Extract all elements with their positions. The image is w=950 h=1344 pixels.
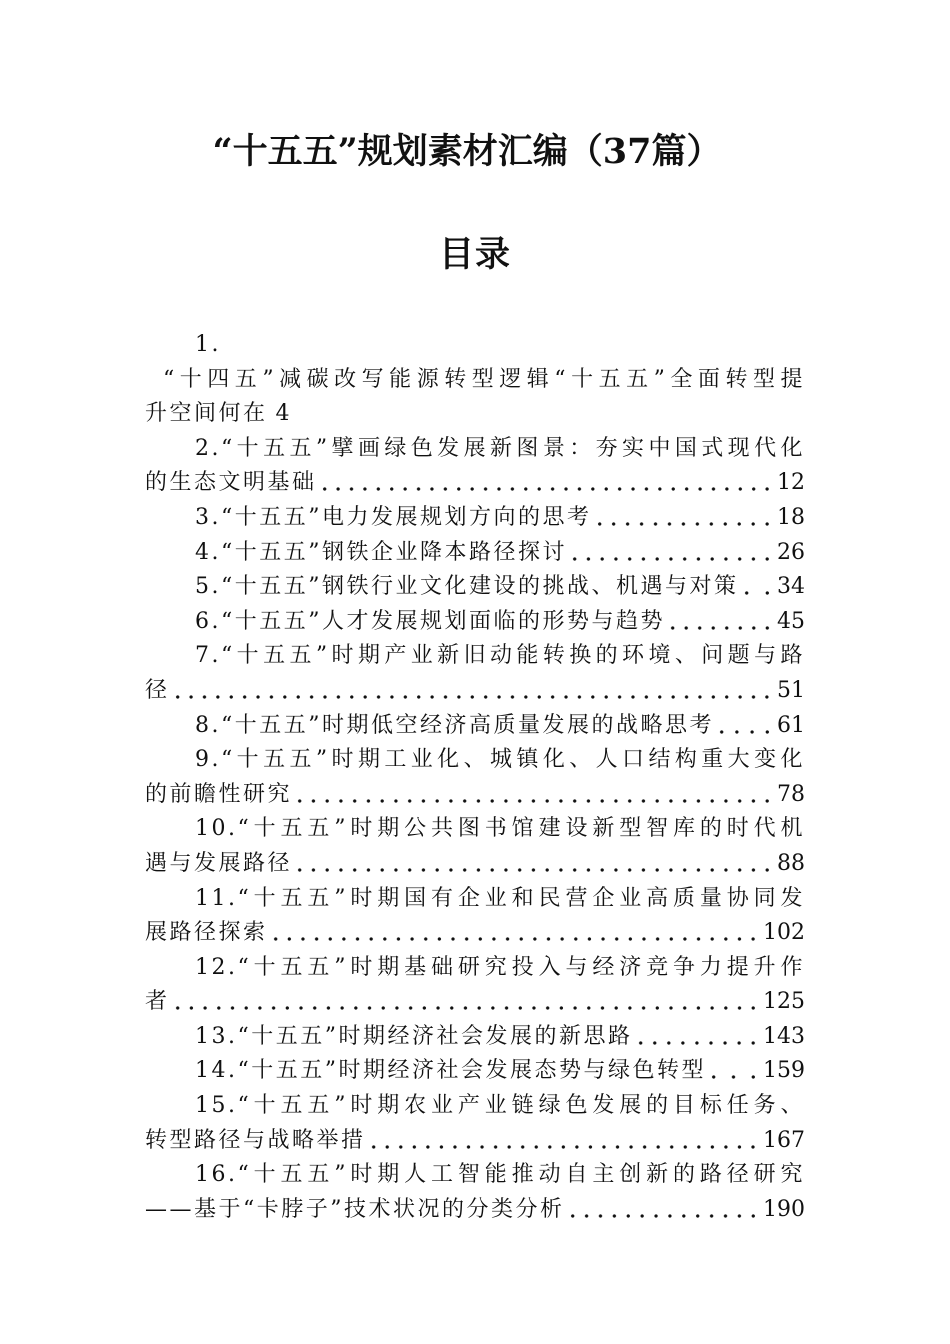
toc-entry-14 — [145, 1054, 805, 1089]
toc-entry-6 — [145, 605, 805, 640]
toc-entry-number: 4. — [195, 539, 221, 565]
toc-line — [145, 1193, 805, 1228]
toc-line — [145, 397, 805, 432]
toc-entry-13 — [145, 1020, 805, 1055]
toc-line — [145, 1089, 805, 1124]
toc-entry-8 — [145, 709, 805, 744]
toc-entry-title: “十五五”时期工业化、城镇化、人口结构重大变化 — [221, 747, 805, 773]
toc-entry-4 — [145, 536, 805, 571]
toc-line — [145, 951, 805, 986]
toc-page-number: 159 — [763, 1058, 805, 1084]
toc-entry-12 — [145, 951, 805, 1020]
toc-entry-11 — [145, 882, 805, 951]
toc-entry-16 — [145, 1158, 805, 1227]
toc-entry-title: “十五五”钢铁企业降本路径探讨 — [221, 539, 567, 565]
toc-page-number: 190 — [763, 1196, 805, 1222]
toc-page-number: 167 — [763, 1127, 805, 1153]
dot-leader — [593, 501, 775, 536]
dot-leader — [715, 709, 774, 744]
toc-entry-title: “十五五”人才发展规划面临的形势与趋势 — [221, 608, 665, 634]
toc-line — [145, 985, 805, 1020]
toc-entry-number: 2. — [195, 435, 221, 461]
toc-line — [145, 916, 805, 951]
toc-entry-title: “十五五”时期产业新旧动能转换的环境、问题与路 — [221, 643, 805, 669]
dot-leader — [707, 1054, 760, 1089]
dot-leader — [171, 985, 760, 1020]
toc-page-number: 125 — [763, 989, 805, 1015]
dot-leader — [293, 778, 774, 813]
toc-entry-9 — [145, 743, 805, 812]
document-title: “十五五”规划素材汇编（37篇） — [212, 131, 722, 172]
toc-line — [145, 1020, 805, 1055]
toc-entry-title: “十五五”擘画绿色发展新图景：夯实中国式现代化 — [221, 435, 805, 461]
dot-leader — [367, 1124, 760, 1159]
toc-entry-title: “十五五”时期低空经济高质量发展的战略思考 — [221, 712, 714, 738]
toc-entry-title-continued: 径 — [145, 677, 170, 703]
toc-page-number: 102 — [763, 920, 805, 946]
toc-entry-number: 7. — [195, 643, 221, 669]
dot-leader — [318, 466, 774, 501]
toc-line — [145, 1158, 805, 1193]
toc-entry-number: 6. — [195, 608, 221, 634]
dot-leader — [269, 916, 760, 951]
toc-entry-number: 12. — [195, 954, 238, 980]
toc-entry-title-continued: ——基于“卡脖子”技术状况的分类分析 — [145, 1196, 565, 1222]
toc-entry-title-continued: 展路径探索 — [145, 920, 268, 946]
toc-line — [145, 847, 805, 882]
toc-entry-number: 5. — [195, 574, 221, 600]
toc-entry-7 — [145, 639, 805, 708]
toc-entry-title: “十五五”时期基础研究投入与经济竞争力提升作 — [237, 954, 805, 980]
toc-line — [145, 882, 805, 917]
toc-entry-title: “十五五”时期人工智能推动自主创新的路径研究 — [237, 1162, 805, 1188]
toc-page-number: 12 — [777, 470, 805, 496]
toc-entry-number: 8. — [195, 712, 221, 738]
toc-entry-title-continued: 转型路径与战略举措 — [145, 1127, 366, 1153]
toc-page-number: 61 — [777, 712, 805, 738]
toc-line — [145, 328, 805, 363]
toc-entry-1 — [145, 328, 805, 432]
toc-line — [145, 709, 805, 744]
toc-entry-title-continued: 遇与发展路径 — [145, 850, 293, 876]
toc-line — [145, 570, 805, 605]
toc-entry-title: “十五五”钢铁行业文化建设的挑战、机遇与对策 — [221, 574, 739, 600]
toc-line — [145, 743, 805, 778]
toc-entry-title-continued: 者 — [145, 989, 170, 1015]
toc-entry-2 — [145, 432, 805, 501]
dot-leader — [666, 605, 774, 640]
toc-line — [145, 1124, 805, 1159]
toc-entry-number: 14. — [195, 1058, 238, 1084]
toc-heading: 目录 — [438, 234, 511, 275]
toc-entry-number: 15. — [195, 1093, 238, 1119]
toc-entry-title: “十五五”时期经济社会发展态势与绿色转型 — [237, 1058, 706, 1084]
toc-line — [145, 674, 805, 709]
toc-page-number: 4 — [275, 401, 290, 427]
toc-entry-number: 13. — [195, 1023, 238, 1049]
toc-line — [145, 466, 805, 501]
toc-page-number: 143 — [763, 1023, 805, 1049]
toc-line — [145, 605, 805, 640]
dot-leader — [634, 1020, 761, 1055]
toc-page-number: 26 — [777, 539, 805, 565]
toc-page-number: 88 — [777, 850, 805, 876]
toc-page-number: 34 — [777, 574, 805, 600]
toc-entry-number: 1. — [195, 332, 221, 357]
toc-line — [145, 812, 805, 847]
toc-entry-5 — [145, 570, 805, 605]
toc-entry-10 — [145, 812, 805, 881]
toc-entry-3 — [145, 501, 805, 536]
toc-line — [145, 639, 805, 674]
dot-leader — [568, 536, 774, 571]
toc-entry-title-continued: 升空间何在 — [145, 401, 268, 427]
toc-entry-title: “十五五”时期公共图书馆建设新型智库的时代机 — [237, 816, 805, 842]
toc-entry-15 — [145, 1089, 805, 1158]
dot-leader — [293, 847, 774, 882]
toc-entry-number: 10. — [195, 816, 238, 842]
toc-entry-title-continued: 的生态文明基础 — [145, 470, 317, 496]
toc-entry-title: “十五五”时期国有企业和民营企业高质量协同发 — [237, 885, 805, 911]
toc-list — [145, 328, 805, 1227]
toc-entry-number: 3. — [195, 504, 221, 530]
toc-entry-title: “十四五”减碳改写能源转型逻辑“十五五”全面转型提 — [163, 366, 805, 392]
toc-entry-number: 16. — [195, 1162, 238, 1188]
toc-page-number: 45 — [777, 608, 805, 634]
dot-leader — [740, 570, 775, 605]
toc-entry-title: “十五五”电力发展规划方向的思考 — [221, 504, 592, 530]
toc-line — [145, 501, 805, 536]
dot-leader — [566, 1193, 761, 1228]
toc-page-number: 18 — [777, 504, 805, 530]
toc-line — [145, 778, 805, 813]
toc-line — [145, 536, 805, 571]
toc-entry-number: 9. — [195, 747, 221, 773]
toc-page-number: 51 — [777, 677, 805, 703]
toc-entry-title: “十五五”时期农业产业链绿色发展的目标任务、 — [237, 1093, 805, 1119]
toc-line — [145, 1054, 805, 1089]
toc-entry-title: “十五五”时期经济社会发展的新思路 — [237, 1023, 633, 1049]
toc-line — [145, 363, 805, 398]
dot-leader — [171, 674, 774, 709]
toc-entry-title-continued: 的前瞻性研究 — [145, 781, 293, 807]
toc-line — [145, 432, 805, 467]
toc-entry-number: 11. — [195, 885, 238, 911]
toc-page-number: 78 — [777, 781, 805, 807]
